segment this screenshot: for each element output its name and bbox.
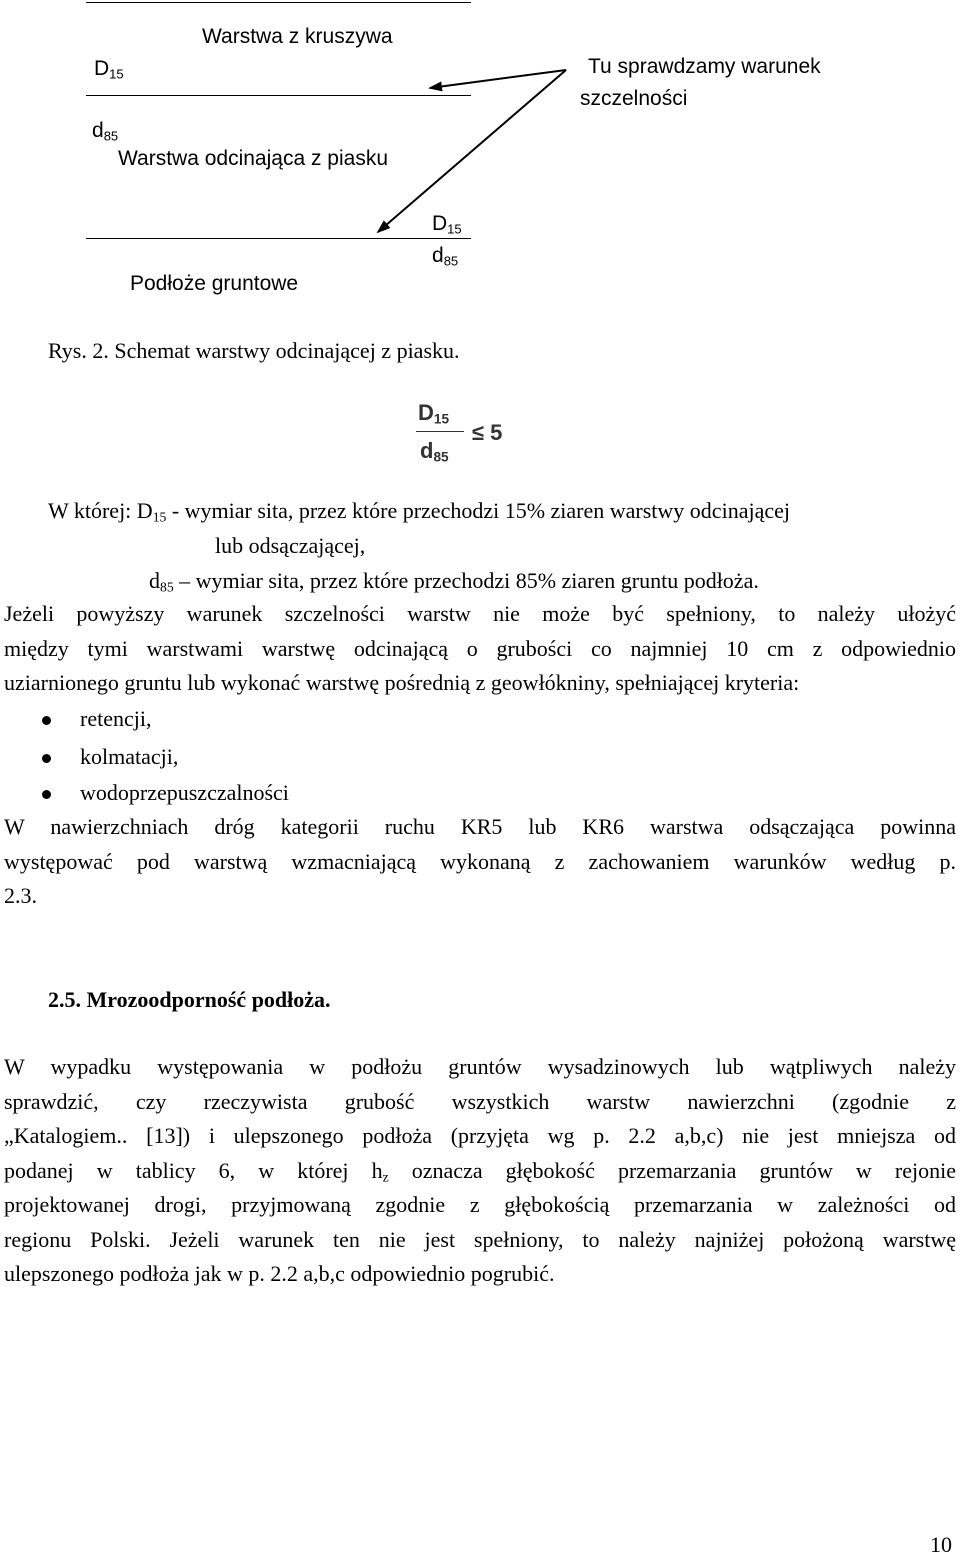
page-number: 10 <box>930 1532 952 1557</box>
formula-inequality: ≤ 5 <box>472 420 503 445</box>
bullet-icon <box>42 716 51 725</box>
paragraph-line: ulepszonego podłoża jak w p. 2.2 a,b,c odpowiednio pogrubić. <box>4 1261 555 1286</box>
formula-numerator: $D_{15}$ <box>418 400 450 427</box>
d85-lower-label: $d_{85}$ <box>432 244 459 269</box>
paragraph-line: Jeżeli powyższy warunek szczelności warstw nie może być spełniony, to należy ułożyć <box>4 601 956 626</box>
paragraph-kr5-kr6 <box>4 810 956 914</box>
paragraph-line: projektowanej drogi, przyjmowaną zgodnie z głębokością przemarzania w zależności od <box>4 1192 956 1217</box>
definition-d15-continued: lub odsączającej, <box>215 533 366 558</box>
bullet-icon <box>42 790 51 799</box>
formula <box>416 400 516 470</box>
sand-layer-label: Warstwa odcinająca z piasku <box>118 147 389 170</box>
section-heading: 2.5. Mrozoodporność podłoża. <box>48 987 331 1012</box>
paragraph-line: występować pod warstwą wzmacniającą wykonaną z zachowaniem warunków według p. <box>4 848 956 874</box>
check-condition-line2: szczelności <box>580 87 688 110</box>
subsoil-label: Podłoże gruntowe <box>130 272 299 295</box>
definition-d15: W której: $D_{15}$ - wymiar sita, przez które przechodzi 15% ziaren warstwy odcinającej <box>48 498 790 525</box>
paragraph-geotextile <box>4 597 956 701</box>
paragraph-line: W nawierzchniach dróg kategorii ruchu KR5 lub KR6 warstwa odsączająca powinna <box>4 814 956 839</box>
fraction-bar <box>416 431 464 432</box>
arrow-to-lower-boundary <box>378 70 566 237</box>
arrow-to-upper-boundary <box>430 70 566 88</box>
definition-d85: $d_{85}$ – wymiar sita, przez które przechodzi 85% ziaren gruntu podłoża. <box>149 568 759 595</box>
gravel-layer-label: Warstwa z kruszywa <box>202 25 393 48</box>
check-condition-line1: Tu sprawdzamy warunek <box>588 55 821 78</box>
paragraph-line: między tymi warstwami warstwę odcinającą o grubości co najmniej 10 cm z odpowiednio <box>4 635 956 661</box>
paragraph-line: podanej w tablicy 6, w której $h_z$ oznacza głębokość przemarzania gruntów w rejonie <box>4 1157 956 1184</box>
figure-caption: Rys. 2. Schemat warstwy odcinającej z piasku. <box>48 338 460 363</box>
paragraph-line: W wypadku występowania w podłożu gruntów wysadzinowych lub wątpliwych należy <box>4 1054 956 1079</box>
bullet-icon <box>42 754 51 763</box>
paragraph-line: „Katalogiem.. [13]) i ulepszonego podłoża (przyjęta wg p. 2.2 a,b,c) nie jest mniejsza od <box>4 1123 956 1148</box>
formula-denominator: $d_{85}$ <box>420 438 449 465</box>
d15-upper-label: $D_{15}$ <box>94 57 124 82</box>
paragraph-line: regionu Polski. Jeżeli warunek ten nie jest spełniony, to należy najniżej położoną warstwę <box>4 1226 956 1252</box>
paragraph-line: uziarnionego gruntu lub wykonać warstwę pośrednią z geowłókniny, spełniającej kryteria: <box>4 670 800 695</box>
paragraph-line: sprawdzić, czy rzeczywista grubość wszystkich warstw nawierzchni (zgodnie z <box>4 1088 956 1114</box>
paragraph-line: 2.3. <box>4 883 37 908</box>
d85-upper-label: $d_{85}$ <box>92 119 119 144</box>
d15-lower-label: $D_{15}$ <box>432 212 462 237</box>
arrows-diagram <box>0 0 960 300</box>
paragraph-frost-resistance <box>4 1050 956 1292</box>
